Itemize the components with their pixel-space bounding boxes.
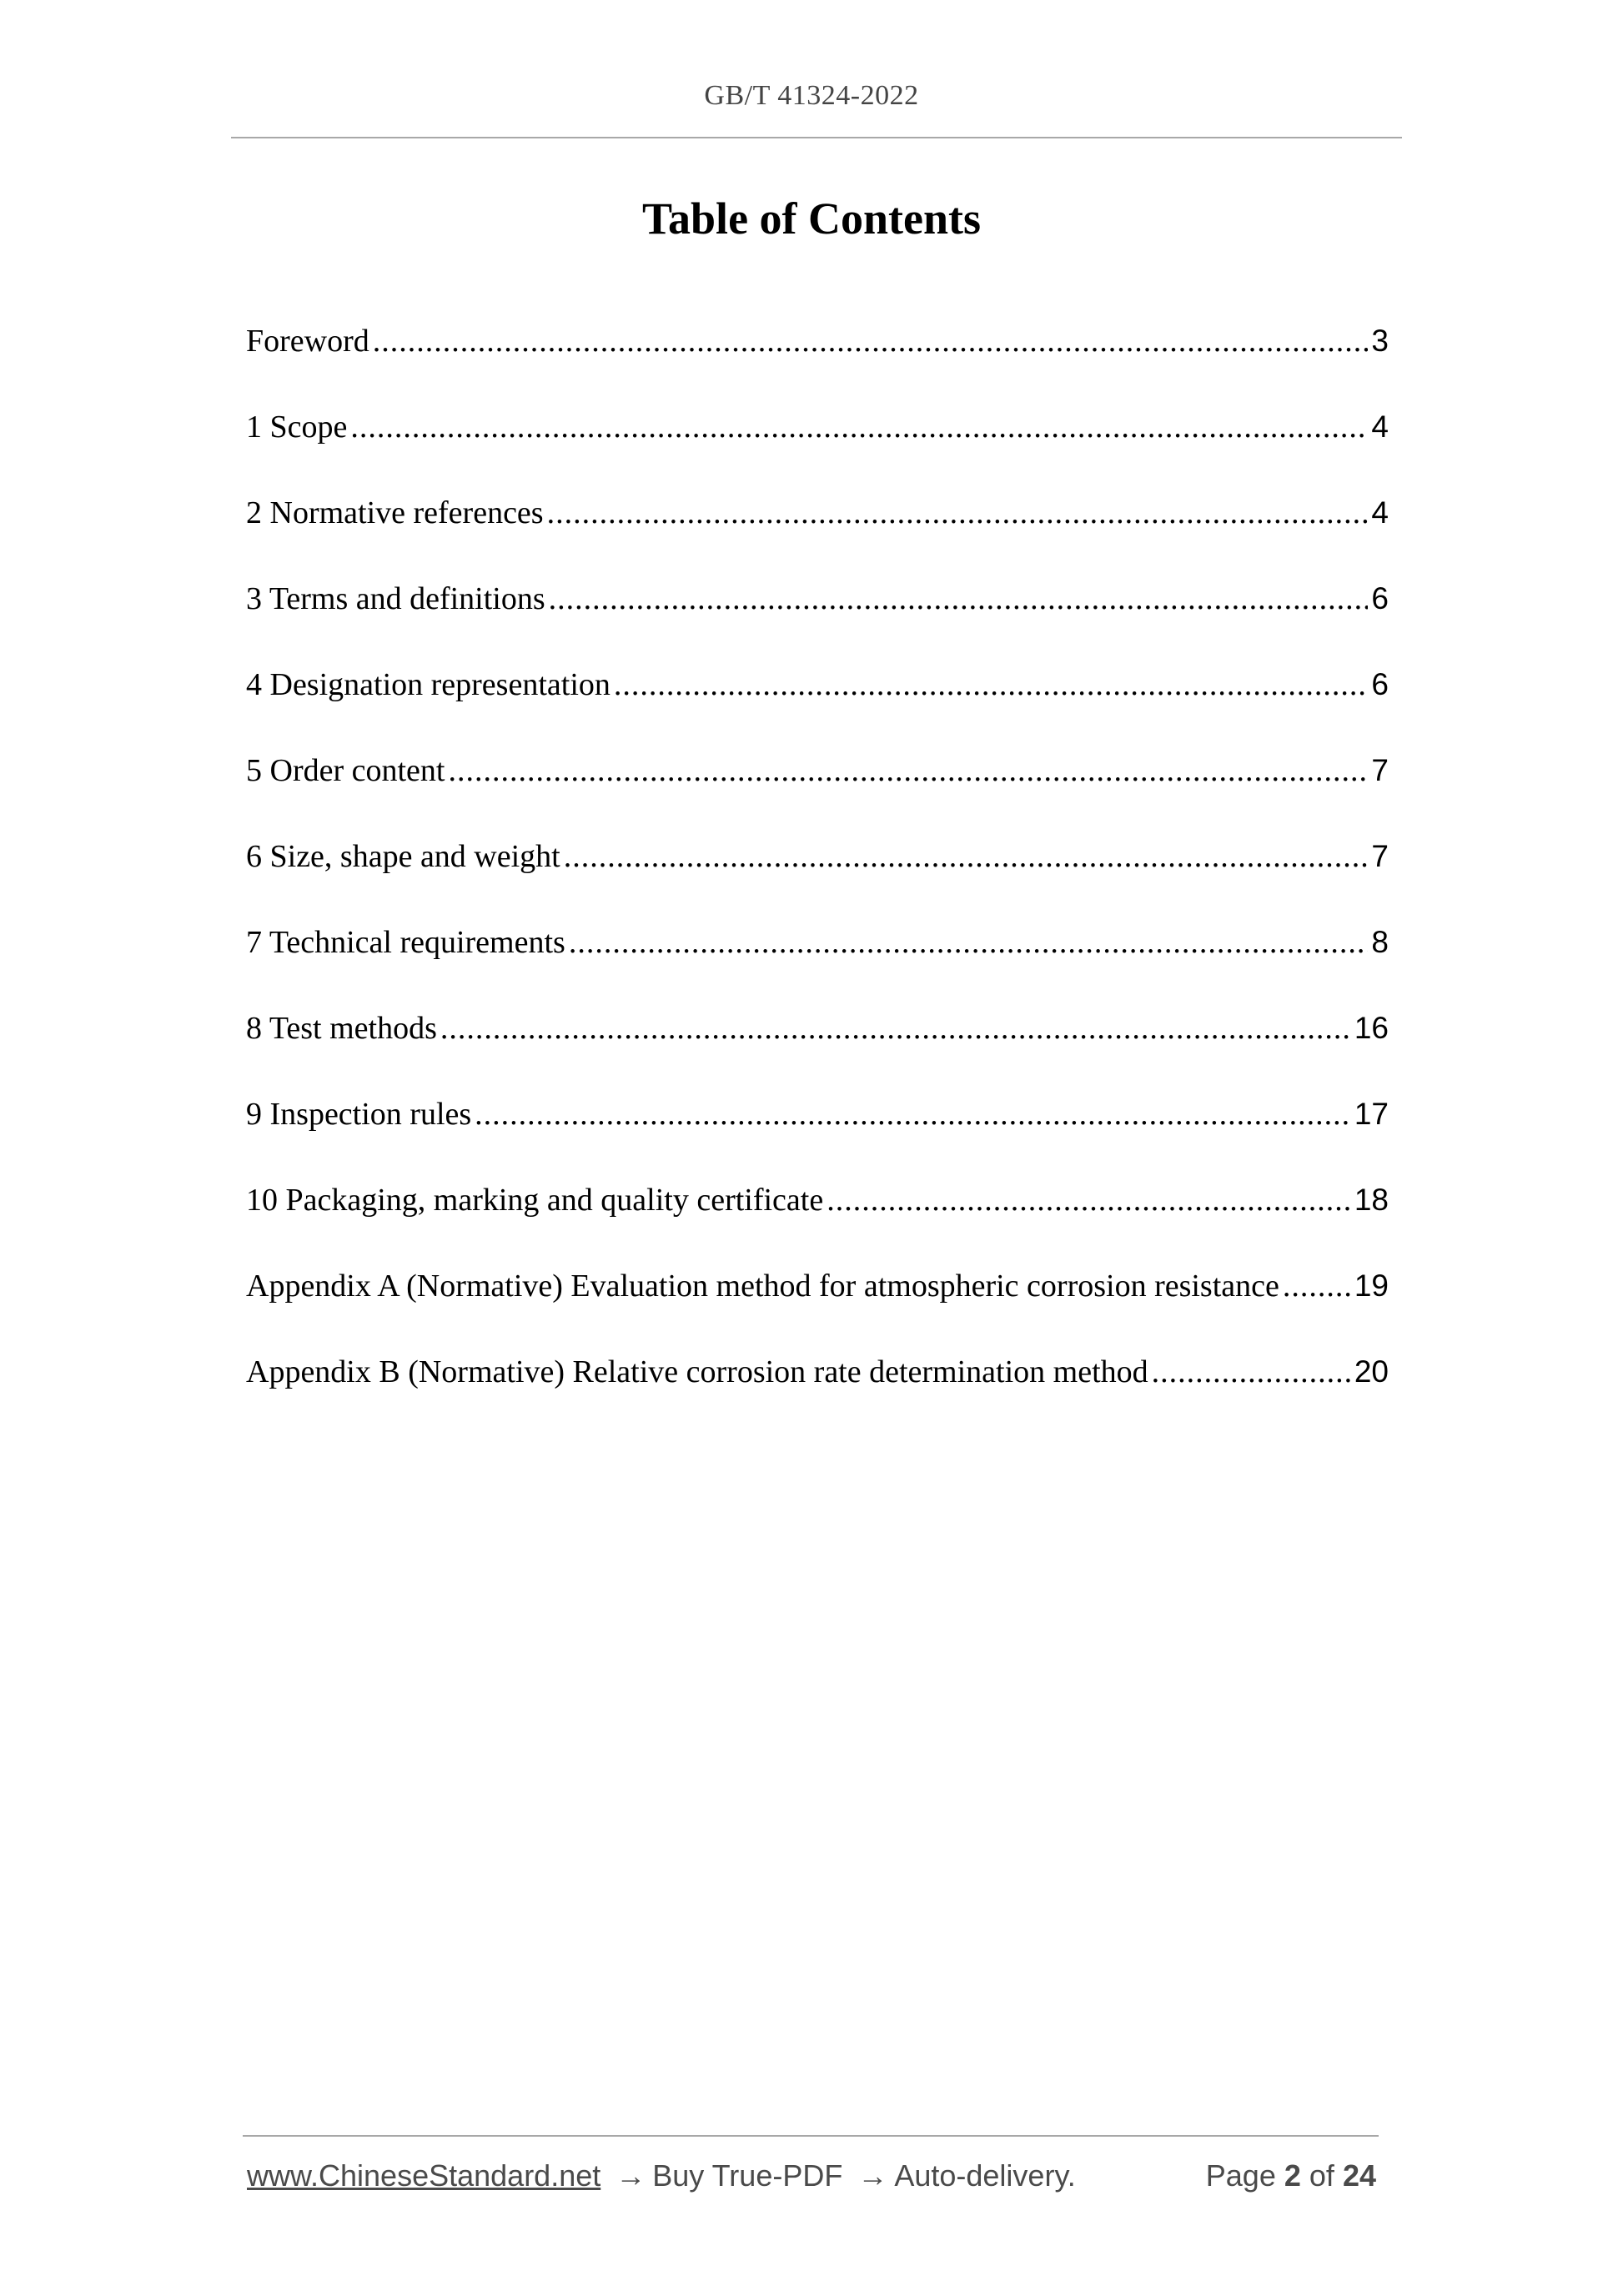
toc-entry-page: 6 <box>1371 581 1389 615</box>
toc-entry-inspection-rules[interactable] <box>246 1093 1389 1179</box>
delivery-text: Auto-delivery. <box>894 2158 1076 2193</box>
page-word: Page <box>1205 2158 1276 2193</box>
document-header: GB/T 41324-2022 <box>704 80 919 111</box>
toc-entry-label: 2 Normative references <box>246 495 544 530</box>
toc-leader-dots <box>475 1093 1351 1135</box>
toc-entry-page: 8 <box>1371 925 1389 959</box>
toc-leader-dots <box>1283 1265 1351 1307</box>
toc-leader-dots <box>373 320 1369 362</box>
toc-entry-page: 6 <box>1371 667 1389 701</box>
toc-list <box>246 320 1389 1437</box>
page-number <box>1206 2158 1376 2193</box>
footer-divider <box>243 2135 1379 2137</box>
header-divider <box>231 137 1402 138</box>
toc-entry-order-content[interactable] <box>246 750 1389 836</box>
toc-entry-label: 4 Designation representation <box>246 667 611 702</box>
toc-leader-dots <box>564 836 1369 877</box>
toc-entry-label: Appendix B (Normative) Relative corrosion rate determination method <box>246 1354 1148 1389</box>
toc-entry-size-shape-weight[interactable] <box>246 836 1389 922</box>
page-current: 2 <box>1284 2158 1301 2193</box>
page-footer <box>247 2158 1381 2198</box>
toc-leader-dots <box>440 1007 1351 1049</box>
toc-leader-dots <box>827 1179 1351 1221</box>
toc-entry-label: 6 Size, shape and weight <box>246 839 560 874</box>
toc-entry-page: 4 <box>1371 495 1389 530</box>
toc-entry-page: 7 <box>1371 839 1389 873</box>
toc-entry-label: 10 Packaging, marking and quality certificate <box>246 1183 824 1218</box>
toc-leader-dots <box>547 492 1369 534</box>
toc-leader-dots <box>569 922 1369 963</box>
toc-leader-dots <box>350 406 1368 448</box>
toc-leader-dots <box>549 578 1369 620</box>
toc-entry-page: 4 <box>1371 409 1389 444</box>
toc-entry-page: 20 <box>1354 1354 1389 1389</box>
toc-leader-dots <box>448 750 1368 791</box>
toc-entry-appendix-b[interactable] <box>246 1351 1389 1437</box>
toc-entry-label: 8 Test methods <box>246 1011 437 1046</box>
toc-entry-test-methods[interactable] <box>246 1007 1389 1093</box>
toc-leader-dots <box>614 664 1369 706</box>
toc-entry-label: 5 Order content <box>246 753 445 788</box>
toc-entry-label: 1 Scope <box>246 409 348 445</box>
buy-text: Buy True-PDF <box>652 2158 843 2193</box>
toc-entry-label: 9 Inspection rules <box>246 1097 472 1132</box>
toc-entry-normative-references[interactable] <box>246 492 1389 578</box>
toc-entry-page: 7 <box>1371 753 1389 787</box>
toc-entry-appendix-a[interactable] <box>246 1265 1389 1351</box>
toc-entry-label: 3 Terms and definitions <box>246 581 545 616</box>
arrow-right-icon: → <box>857 2158 888 2193</box>
footer-promo <box>247 2158 1076 2193</box>
toc-entry-label: 7 Technical requirements <box>246 925 565 960</box>
toc-entry-label: Foreword <box>246 324 369 359</box>
site-link[interactable]: www.ChineseStandard.net <box>247 2158 601 2193</box>
of-word: of <box>1309 2158 1334 2193</box>
toc-entry-label: Appendix A (Normative) Evaluation method for atmospheric corrosion resistance <box>246 1269 1279 1304</box>
toc-entry-foreword[interactable] <box>246 320 1389 406</box>
toc-entry-technical-requirements[interactable] <box>246 922 1389 1007</box>
toc-entry-terms-definitions[interactable] <box>246 578 1389 664</box>
toc-entry-page: 17 <box>1354 1097 1389 1131</box>
toc-entry-page: 18 <box>1354 1183 1389 1217</box>
toc-title: Table of Contents <box>641 193 982 244</box>
toc-entry-page: 16 <box>1354 1011 1389 1045</box>
toc-leader-dots <box>1152 1351 1351 1393</box>
toc-entry-scope[interactable] <box>246 406 1389 492</box>
arrow-right-icon: → <box>616 2158 646 2193</box>
toc-entry-packaging-marking[interactable] <box>246 1179 1389 1265</box>
toc-entry-page: 3 <box>1371 324 1389 358</box>
page-total: 24 <box>1342 2158 1376 2193</box>
toc-entry-page: 19 <box>1354 1269 1389 1303</box>
toc-entry-designation-representation[interactable] <box>246 664 1389 750</box>
